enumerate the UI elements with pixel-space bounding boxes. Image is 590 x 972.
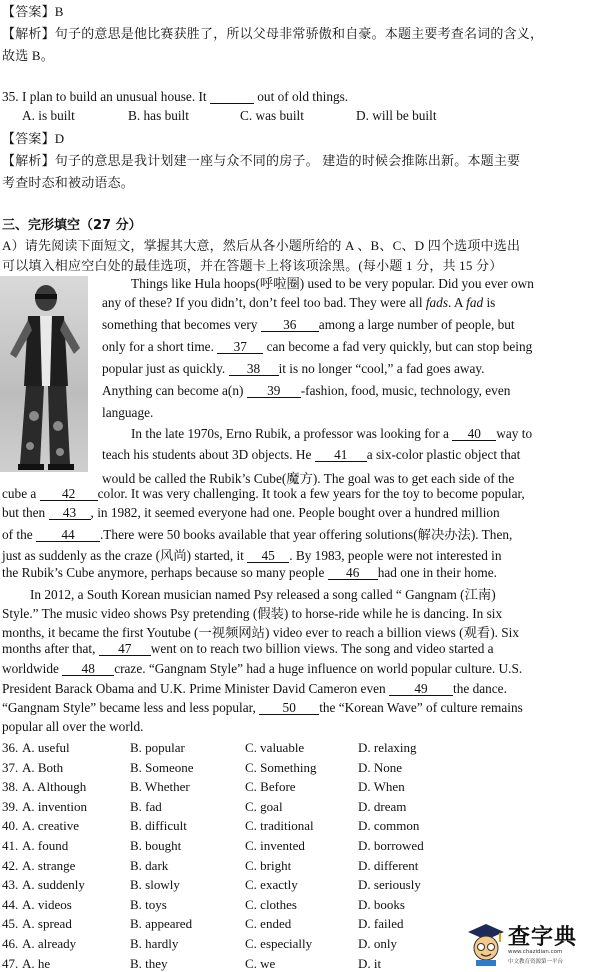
choice-number: 45.: [2, 916, 19, 931]
choice-option-d[interactable]: D. common: [358, 818, 420, 833]
blank-49[interactable]: 49: [389, 682, 453, 696]
q35-option-c: C. was built: [240, 108, 304, 123]
section-title: 三、完形填空（27 分）: [2, 218, 142, 233]
passage-line-1: Things like Hula hoops(呼啦圈) used to be very popular. Did you ever own: [131, 276, 534, 291]
watermark-site: www.chazidian.com: [508, 949, 563, 955]
choice-number: 36.: [2, 740, 19, 755]
choice-option-a[interactable]: A. creative: [22, 818, 80, 833]
passage-line-6: Anything can become a(n) 39 -fashion, food, music, technology, even: [102, 383, 511, 398]
passage-line-22: “Gangnam Style” became less and less popular, 50 the “Korean Wave” of culture remains: [2, 700, 523, 715]
q35-blank: [210, 90, 254, 104]
passage-line-8: In the late 1970s, Erno Rubik, a professor was looking for a 40 way to: [131, 426, 533, 441]
passage-line-19: months after that, 47 went on to reach two billion views. The song and video started a: [2, 641, 494, 656]
passage-line-12: but then 43 , in 1982, it seemed everyone had one. People bought over a hundred million: [2, 505, 500, 520]
blank-46[interactable]: 46: [328, 566, 378, 580]
choice-option-a[interactable]: A. spread: [22, 916, 72, 931]
choice-option-c[interactable]: C. Something: [245, 760, 317, 775]
passage-line-13: of the 44 .There were 50 books available that year offering solutions(解决办法). Then,: [2, 527, 513, 542]
choice-number: 44.: [2, 897, 19, 912]
choice-option-d[interactable]: D. failed: [358, 916, 404, 931]
watermark-name: 查字典: [508, 925, 578, 950]
q35-option-b: B. has built: [128, 108, 189, 123]
passage-line-4: only for a short time. 37 can become a fad very quickly, but can stop being: [102, 339, 533, 354]
choice-option-a[interactable]: A. found: [22, 838, 69, 853]
choice-number: 37.: [2, 760, 19, 775]
choice-option-b[interactable]: B. slowly: [130, 877, 180, 892]
section-instruction-line2: 可以填入相应空白处的最佳选项，并在答题卡上将该项涂黑。(每小题 1 分，共 15 分）: [2, 258, 503, 273]
choice-number: 39.: [2, 799, 19, 814]
q35-option-a: A. is built: [22, 108, 75, 123]
choice-option-b[interactable]: B. Whether: [130, 779, 190, 794]
choice-option-c[interactable]: C. traditional: [245, 818, 314, 833]
blank-48[interactable]: 48: [62, 662, 114, 676]
choice-option-c[interactable]: C. goal: [245, 799, 283, 814]
q34-analysis-line1: 【解析】句子的意思是他比赛获胜了，所以父母非常骄傲和自豪。本题主要考查名词的含义，: [2, 26, 544, 41]
choice-option-d[interactable]: D. seriously: [358, 877, 421, 892]
choice-number: 43.: [2, 877, 19, 892]
choice-option-c[interactable]: C. Before: [245, 779, 296, 794]
blank-36[interactable]: 36: [261, 318, 319, 332]
blank-43[interactable]: 43: [49, 506, 91, 520]
choice-number: 40.: [2, 818, 19, 833]
passage-line-18: months, it became the first Youtube (一视频网站) video ever to reach a billion views (观看). Six: [2, 625, 520, 640]
choice-option-d[interactable]: D. dream: [358, 799, 407, 814]
choice-option-d[interactable]: D. borrowed: [358, 838, 424, 853]
choice-option-c[interactable]: C. ended: [245, 916, 292, 931]
passage-line-21: President Barack Obama and U.K. Prime Minister David Cameron even 49 the dance.: [2, 681, 507, 696]
choice-option-c[interactable]: C. we: [245, 956, 276, 971]
choice-option-d[interactable]: D. None: [358, 760, 403, 775]
choice-option-c[interactable]: C. valuable: [245, 740, 305, 755]
choice-number: 41.: [2, 838, 19, 853]
choice-option-a[interactable]: A. strange: [22, 858, 76, 873]
choice-option-c[interactable]: C. clothes: [245, 897, 297, 912]
psy-photo: [0, 276, 88, 472]
passage-line-11: cube a 42 color. It was very challenging. It took a few years for the toy to become popular,: [2, 486, 525, 501]
blank-50[interactable]: 50: [259, 701, 319, 715]
blank-37[interactable]: 37: [217, 340, 263, 354]
passage-line-20: worldwide 48 craze. “Gangnam Style” had a huge influence on world popular culture. U.S.: [2, 661, 523, 676]
choice-option-b[interactable]: B. popular: [130, 740, 185, 755]
blank-41[interactable]: 41: [315, 448, 367, 462]
choice-option-a[interactable]: A. already: [22, 936, 77, 951]
blank-42[interactable]: 42: [40, 487, 98, 501]
choice-option-a[interactable]: A. invention: [22, 799, 87, 814]
passage-line-14: just as suddenly as the craze (风尚) started, it 45 . By 1983, people were not interested in: [2, 548, 502, 563]
choice-option-d[interactable]: D. different: [358, 858, 419, 873]
q35-answer: 【答案】D: [2, 131, 65, 146]
choice-option-d[interactable]: D. relaxing: [358, 740, 417, 755]
blank-39[interactable]: 39: [247, 384, 301, 398]
choice-option-b[interactable]: B. they: [130, 956, 168, 971]
passage-line-23: popular all over the world.: [2, 719, 144, 734]
blank-40[interactable]: 40: [452, 427, 496, 441]
passage-line-7: language.: [102, 405, 154, 420]
blank-38[interactable]: 38: [229, 362, 279, 376]
choice-option-d[interactable]: D. When: [358, 779, 405, 794]
choice-option-a[interactable]: A. videos: [22, 897, 72, 912]
choice-option-b[interactable]: B. hardly: [130, 936, 179, 951]
blank-47[interactable]: 47: [99, 642, 151, 656]
choice-option-c[interactable]: C. bright: [245, 858, 292, 873]
q34-analysis-line2: 故选 B。: [2, 48, 54, 63]
passage-line-9: teach his students about 3D objects. He 41 a six-color plastic object that: [102, 447, 521, 462]
passage-line-5: popular just as quickly. 38 it is no longer “cool,” a fad goes away.: [102, 361, 485, 376]
blank-44[interactable]: 44: [36, 528, 100, 542]
choice-option-b[interactable]: B. bought: [130, 838, 182, 853]
choice-option-d[interactable]: D. only: [358, 936, 397, 951]
graduate-mascot-icon: [466, 922, 506, 966]
choice-option-b[interactable]: B. Someone: [130, 760, 194, 775]
choice-option-c[interactable]: C. invented: [245, 838, 305, 853]
passage-line-10: would be called the Rubik’s Cube(魔方). The goal was to get each side of the: [102, 471, 515, 486]
passage-line-3: something that becomes very 36 among a large number of people, but: [102, 317, 515, 332]
dancer-figure-icon: [0, 276, 88, 472]
passage-line-15: the Rubik’s Cube anymore, perhaps because so many people 46 had one in their home.: [2, 565, 497, 580]
q35-analysis-line1: 【解析】句子的意思是我计划建一座与众不同的房子。 建造的时候会推陈出新。本题主要: [2, 153, 521, 168]
q35-analysis-line2: 考查时态和被动语态。: [2, 175, 135, 190]
q34-answer: 【答案】B: [2, 4, 64, 19]
choice-option-b[interactable]: B. dark: [130, 858, 169, 873]
q35-stem: 35. I plan to build an unusual house. It out of old things.: [2, 89, 349, 104]
choice-option-c[interactable]: C. exactly: [245, 877, 298, 892]
choice-number: 46.: [2, 936, 19, 951]
blank-45[interactable]: 45: [247, 549, 289, 563]
choice-option-d[interactable]: D. it: [358, 956, 382, 971]
choice-number: 47.: [2, 956, 19, 971]
choice-option-b[interactable]: B. appeared: [130, 916, 193, 931]
passage-line-17: Style.” The music video shows Psy pretending (假装) to horse-ride while he is dancing. In six: [2, 606, 503, 621]
watermark-logo: [466, 920, 588, 968]
choice-option-b[interactable]: B. difficult: [130, 818, 187, 833]
choice-number: 42.: [2, 858, 19, 873]
section-instruction-line1: A）请先阅读下面短文，掌握其大意，然后从各小题所给的 A 、B、C、D 四个选项中选出: [2, 238, 521, 253]
watermark-subtitle: 中文教育资源第一平台: [508, 959, 564, 965]
choice-option-a[interactable]: A. Both: [22, 760, 64, 775]
choice-option-a[interactable]: A. suddenly: [22, 877, 85, 892]
choice-number: 38.: [2, 779, 19, 794]
choice-option-a[interactable]: A. he: [22, 956, 51, 971]
choice-option-c[interactable]: C. especially: [245, 936, 313, 951]
choice-option-b[interactable]: B. fad: [130, 799, 162, 814]
choice-option-d[interactable]: D. books: [358, 897, 405, 912]
choice-option-b[interactable]: B. toys: [130, 897, 167, 912]
passage-line-2: any of these? If you didn’t, don’t feel too bad. They were all fads. A fad is: [102, 295, 496, 310]
choice-option-a[interactable]: A. useful: [22, 740, 70, 755]
choice-option-a[interactable]: A. Although: [22, 779, 87, 794]
passage-line-16: In 2012, a South Korean musician named Psy released a song called “ Gangnam (江南): [30, 587, 496, 602]
q35-option-d: D. will be built: [356, 108, 437, 123]
